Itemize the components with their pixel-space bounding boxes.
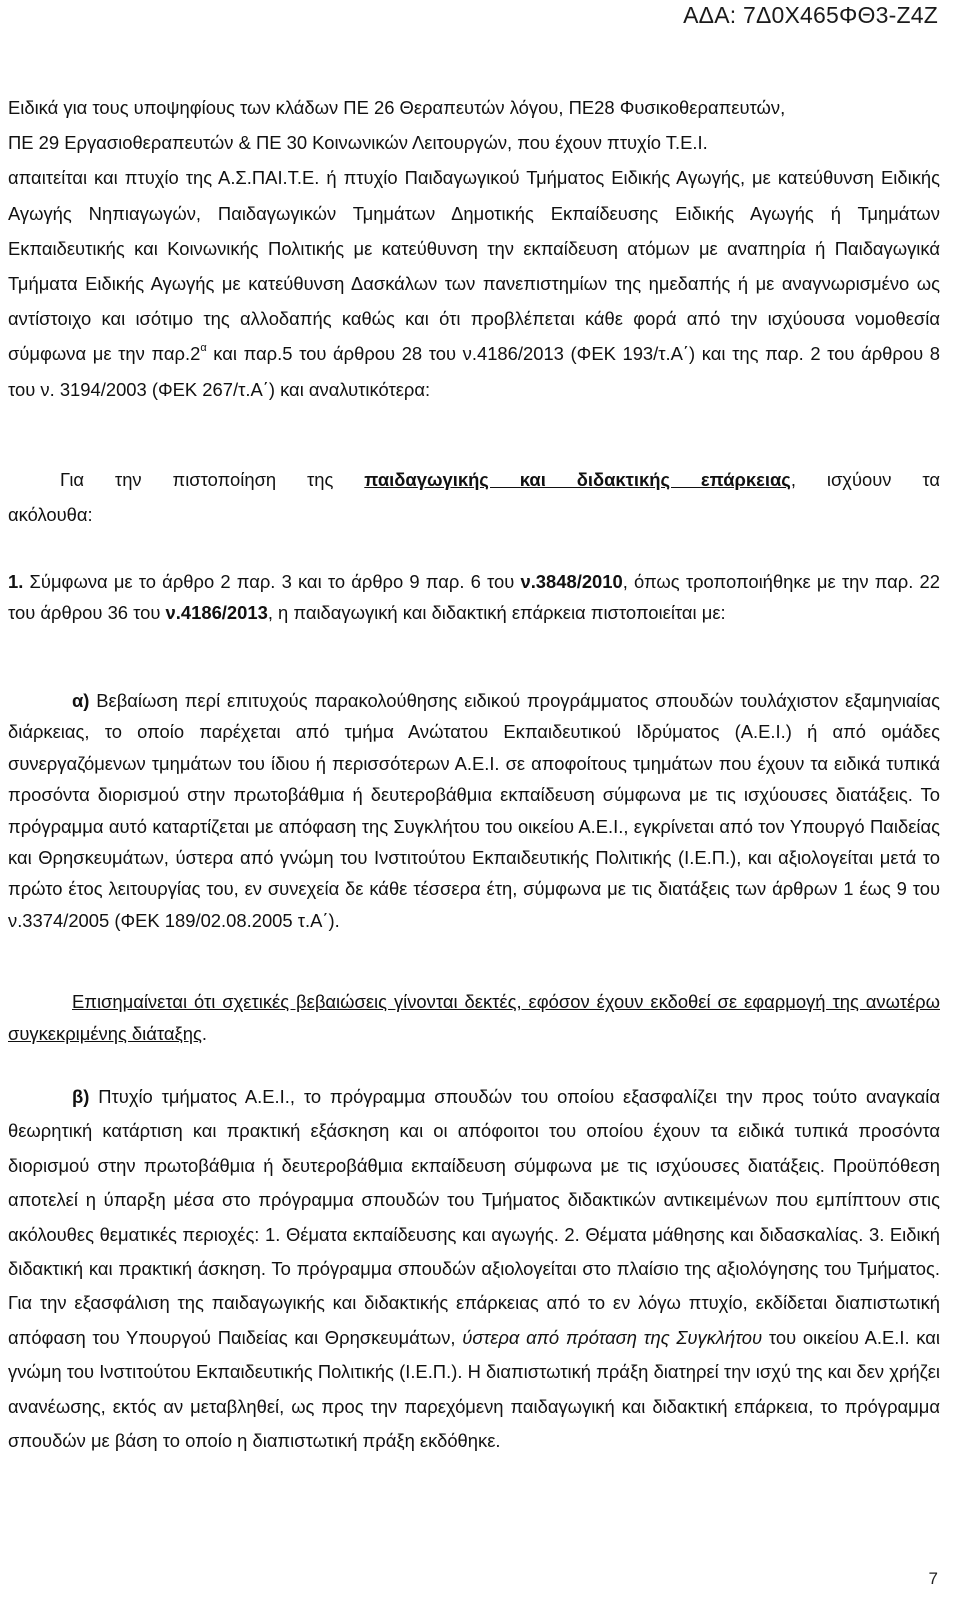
item-a-paragraph (8, 685, 940, 936)
certification-line-2: ακόλουθα: (8, 504, 93, 526)
item-b-paragraph (8, 1080, 940, 1458)
certification-tail: , ισχύουν τα (790, 469, 941, 490)
certification-line-1 (8, 462, 940, 497)
notice-end: . (201, 1022, 207, 1044)
notice-underlined: Επισημαίνεται ότι σχετικές βεβαιώσεις γίνονται δεκτές, εφόσον έχουν εκδοθεί σε εφαρμογή της ανωτέρω συγκεκριμένης διάταξης (8, 991, 940, 1044)
point-1-text-b: , όπως τροποποιήθηκε με την παρ. 22 του άρθρου 36 του (8, 571, 940, 623)
point-1-text-c: , η παιδαγωγική και διδακτική επάρκεια πιστοποιείται με: (267, 602, 726, 623)
item-b-body-a: Πτυχίο τμήματος Α.Ε.Ι., το πρόγραμμα σπουδών του οποίου εξασφαλίζει την προς τούτο αναγκαία θεωρητική κατάρτιση και πρακτική εξάσκηση και οι απόφοιτοι του οποίου έχουν τα ειδικά τυπικά προσόντα διορισμού στην πρωτοβάθμια ή δευτεροβάθμια εκπαίδευση σύμφωνα με τις ισχύουσες διατάξεις. Προϋπόθεση αποτελεί η ύπαρξη μέσα στο πρόγραμμα σπουδών του Τμήματος διδακτικών αντικειμένων που εμπίπτουν στις ακόλουθες θεματικές περιοχές: 1. Θέματα εκπαίδευσης και αγωγής. 2. Θέματα μάθησης και διδασκαλίας. 3. Ειδική διδακτική και πρακτική άσκηση. Το πρόγραμμα σπουδών αξιολογείται στο πλαίσιο της αξιολόγησης του Τμήματος. Για την εξασφάλιση της παιδαγωγικής και διδακτικής επάρκειας από το εν λόγω πτυχίο, εκδίδεται διαπιστωτική απόφαση του Υπουργού Παιδείας και Θρησκευμάτων, (8, 1086, 940, 1348)
point-1-text-a: Σύμφωνα με το άρθρο 2 παρ. 3 και το άρθρο 9 παρ. 6 του (23, 571, 521, 592)
point-1-text (8, 566, 940, 628)
item-a-body: Βεβαίωση περί επιτυχούς παρακολούθησης ειδικού προγράμματος σπουδών τουλάχιστον εξαμηνιαίας διάρκειας, το οποίο παρέχεται από τμήμα Ανώτατου Εκπαιδευτικού Ιδρύματος (Α.Ε.Ι.) ή από ομάδες συνεργαζόμενων τμημάτων του ίδιου ή περισσότερων Α.Ε.Ι. σε αποφοίτους τμημάτων που έχουν τα ειδικά τυπικά προσόντα διορισμού στην πρωτοβάθμια ή δευτεροβάθμια εκπαίδευση σύμφωνα με τις ισχύουσες διατάξεις. Το πρόγραμμα αυτό καταρτίζεται με απόφαση της Συγκλήτου του οικείου Α.Ε.Ι., εγκρίνεται από τον Υπουργό Παιδείας και Θρησκευμάτων, ύστερα από γνώμη του Ινστιτούτου Εκπαιδευτικής Πολιτικής (Ι.Ε.Π.), και αξιολογείται μετά το πρώτο έτος λειτουργίας του, εν συνεχεία δε κάθε τέσσερα έτη, σύμφωνα με τις διατάξεις των άρθρων 1 έως 9 του ν.3374/2005 (ΦΕΚ 189/02.08.2005 τ.Α΄). (8, 690, 940, 931)
intro-body (8, 160, 940, 406)
law-3848: ν.3848/2010 (520, 571, 623, 592)
certification-lead: Για την πιστοποίηση της (60, 469, 365, 490)
intro-sup: α (200, 342, 207, 355)
intro-line-1: Ειδικά για τους υποψηφίους των κλάδων ΠΕ 26 Θεραπευτών λόγου, ΠΕ28 Φυσικοθεραπευτών, (8, 97, 786, 118)
item-a-text (8, 685, 940, 936)
certification-paragraph (8, 462, 940, 532)
item-a-label: α) (72, 690, 90, 711)
notice-text (8, 986, 940, 1049)
intro-body-a: απαιτείται και πτυχίο της Α.Σ.ΠΑΙ.Τ.Ε. ή πτυχίο Παιδαγωγικού Τμήματος Ειδικής Αγωγής, με κατεύθυνση Ειδικής Αγωγής Νηπιαγωγών, Παιδαγωγικών Τμημάτων Δημοτικής Εκπαίδευσης Ειδικής Αγωγής ή Τμημάτων Εκπαιδευτικής και Κοινωνικής Πολιτικής με κατεύθυνση την εκπαίδευση ατόμων με αναπηρία ή Παιδαγωγικά Τμήματα Ειδικής Αγωγής με κατεύθυνση Δασκάλων των πανεπιστημίων της ημεδαπής ή με αναγνωρισμένο ως αντίστοιχο και ισότιμο της αλλοδαπής καθώς και ότι προβλέπεται κάθε φορά από την ισχύουσα νομοθεσία σύμφωνα με την παρ.2 (8, 167, 940, 365)
intro-line-2: ΠΕ 29 Εργασιοθεραπευτών & ΠΕ 30 Κοινωνικών Λειτουργών, που έχουν πτυχίο Τ.Ε.Ι. (8, 132, 708, 154)
item-b-body-b: του οικείου Α.Ε.Ι. και γνώμη του Ινστιτούτου Εκπαιδευτικής Πολιτικής (Ι.Ε.Π.). Η διαπιστωτική πράξη διατηρεί την ισχύ της και δεν χρήζει ανανέωσης, εκτός αν μεταβληθεί, ως προς την παρεχόμενη παιδαγωγική και διδακτική επάρκεια, το πρόγραμμα σπουδών με βάση το οποίο η διαπιστωτική πράξη εκδόθηκε. (8, 1326, 940, 1452)
law-4186: ν.4186/2013 (165, 602, 268, 623)
point-1-number: 1. (8, 571, 24, 592)
notice-paragraph (8, 986, 940, 1049)
certification-emphasis: παιδαγωγικής και διδακτικής επάρκειας (364, 469, 791, 490)
intro-body-b: και παρ.5 του άρθρου 28 του ν.4186/2013 (ΦΕΚ 193/τ.Α΄) και της παρ. 2 του άρθρου 8 του ν. 3194/2003 (ΦΕΚ 267/τ.Α΄) και αναλυτικότερα: (8, 343, 940, 400)
item-b-label: β) (72, 1086, 90, 1107)
page-number: 7 (928, 1569, 938, 1588)
item-b-italic: ύστερα από πρόταση της Συγκλήτου (462, 1326, 763, 1348)
point-1-paragraph (8, 566, 940, 628)
item-b-text (8, 1080, 940, 1458)
intro-paragraph (8, 90, 940, 407)
ada-code: ΑΔΑ: 7Δ0Χ465ΦΘ3-Ζ4Ζ (683, 2, 938, 28)
